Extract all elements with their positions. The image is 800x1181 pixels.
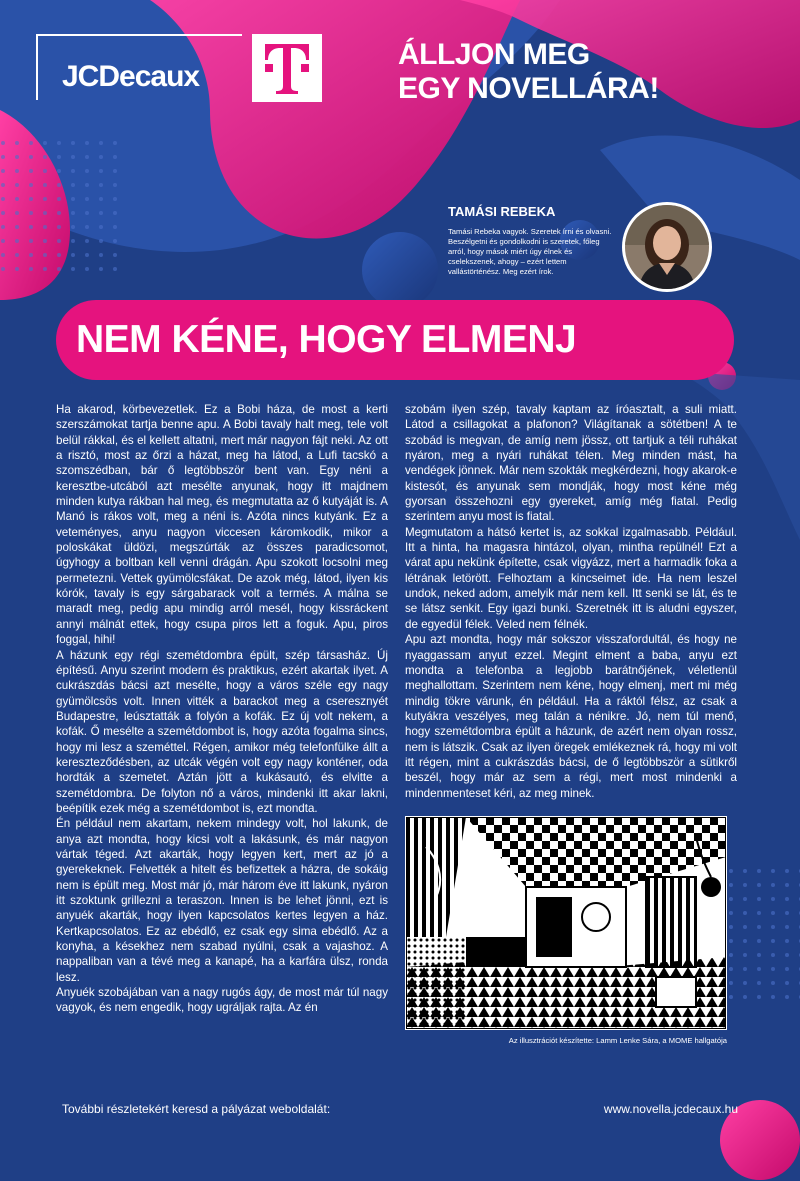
story-paragraph: Megmutatom a hátsó kertet is, az sokkal izgalmasabb. Például. Itt a hinta, ha magasra hintázol, olyan, mintha repülnél! Ezt a várat apu nekünk építette, csak vigyázz, mert a harmadik foka a létrának letörött. Felhoztam a kincseimet ide. Ha nem leszel undok, neked adom, amelyik már nem kell. Itt senki se lát, és te se látsz senkit. Egy igazi bunki. Szeretnék itt is aludni egyszer, de egyedül félek. Veled nem félnék. bbox=[405, 525, 737, 631]
story-paragraph: Apu azt mondta, hogy már sokszor visszafordultál, és hogy ne nyaggassam anyut ezzel. Megint elment a baba, anyu ezt mondta a telefonba a legjobb barátnőjének, véletlenül meghallottam. Szerintem nem kéne, hogy elmenj, mert mi még mindig tökre várunk, én például. Ha a ráktól félsz, az csak a kutyákra veszélyes, meg talán a nénikre. Jó, nem túl menő, hogy szemétdombra épült a házunk, de azért nem olyan rossz, nem is látszik. Csak az ilyen öregek emlékeznek rá, hogy mi volt itt régen, mint a cukrászdás bácsi, de ő legtöbbször a sütikről beszél, hogy már az sem a régi, mert most mindenki a mindenmenteset kéri, az meg minek. bbox=[405, 633, 737, 800]
story-paragraph: szobám ilyen szép, tavaly kaptam az íróasztalt, a suli miatt. Látod a csillagokat a plafonon? Világítanak a sötétben! A te szobád is megvan, de amíg nem jössz, ott tartjuk a téli ruhákat nyáron, meg a nyári ruhákat télen. Meg minden mást, ha vendégek jönnek. Már nem szokták megkérdezni, hogy akarok-e kistesót, és anyunak sem mondják, hogy most kéne még gyorsan összehozni egy gyereket, amíg még fiatal. Pedig szerintem anyu most is fiatal. bbox=[405, 403, 737, 524]
author-bio: Tamási Rebeka vagyok. Szeretek írni és olvasni. Beszélgetni és gondolkodni is szeretek, főleg arról, hogy mások miért úgy élnek és cselekszenek, ahogy – ezért lettem vallástörténész. Meg ezért írok. bbox=[448, 227, 612, 276]
story-right-column bbox=[405, 402, 737, 806]
story-paragraph: Anyuék szobájában van a nagy rugós ágy, de most már túl nagy vagyok, és nem engedik, hogy ugráljak rajta. Az én bbox=[56, 986, 388, 1015]
story-paragraph: Ha akarod, körbevezetlek. Ez a Bobi háza, de most a kerti szerszámokat tartja benne apu. A Bobi tavaly halt meg, tele volt belül rákkal, és el kellett altatni, mert már nagyon fájt neki. Az ott a risztó, most az őrzi a házat, meg ha látod, a Lufi tacskó a szomszédban, bár ő legtöbbször bent van. Egy néni a keresztbe-utcából azt mesélte anyunak, hogy itt majdnem minden kutya rákban hal meg, és megmutatta az ő kutyáját is. A Manó is rákos volt, meg a néni is. Azóta nincs kutyánk. Ez a veteményes, anyu nagyon viccesen káromkodik, mikor a poloskákat üldözi, megszúrták az összes paradicsomot, úgyhogy a boltban kell venni drágán. Apu szokott locsolni meg permetezni. Vettek gyümölcsfákat. De azok még, látod, ilyen kis kórók, tavaly is egy sárgabarack volt a termés. A málna se maradt meg, pedig apu mindig arról mesél, hogy kissráckent annyi málnát ettek, hogy csupa piros lett a foguk. Apu, piros foggal, hihi! bbox=[56, 403, 388, 647]
story-illustration bbox=[405, 816, 727, 1030]
jcdecaux-logo: JCDecaux bbox=[62, 60, 200, 93]
story-paragraph: A házunk egy régi szemétdombra épült, szép társasház. Új építésű. Anyu szerint modern és praktikus, ezért akartak ilyet. A cukrászdás bácsi azt mesélte, hogy a város széle egy nagy gyümölcsös volt. Innen vitték a barackot meg a cseresznyét Budapestre, leúsztatták a folyón a kofák. Ez új volt nekem, a kofák. Ő mesélte a szemétdombot is, hogy azóta fogalma sincs, hogy mi lesz a szeméttel. Régen, amikor még telefonfülke állt a kereszteződésben, az utcák végén volt egy nagy konténer, oda hordták a szemetet. Aztán jött a kukásautó, és elvitte a szemétdombra. De folyton nő a város, mindenki itt akar lakni, beépítik ezek még a szemétdombot is, ezt mondta. bbox=[56, 648, 388, 815]
story-title: NEM KÉNE, HOGY ELMENJ bbox=[76, 318, 577, 361]
campaign-headline bbox=[398, 38, 758, 106]
headline-line-2: EGY NOVELLÁRA! bbox=[398, 72, 659, 105]
headline-line-1: ÁLLJON MEG bbox=[398, 38, 590, 71]
story-left-column bbox=[56, 402, 388, 1040]
illustration-caption: Az illusztrációt készítette: Lamm Lenke Sára, a MOME hallgatója bbox=[508, 1036, 727, 1045]
footer-info-text: További részletekért keresd a pályázat weboldalát: bbox=[62, 1102, 331, 1116]
telekom-t-icon bbox=[252, 34, 322, 102]
author-photo bbox=[622, 202, 712, 292]
footer-website-link[interactable]: www.novella.jcdecaux.hu bbox=[603, 1102, 738, 1116]
author-name: TAMÁSI REBEKA bbox=[448, 204, 556, 219]
story-paragraph: Én például nem akartam, nekem mindegy volt, hol lakunk, de anya azt mondta, hogy kicsi volt a lakásunk, és már nagyon vártak téged. Azt akarták, hogy legyen kert, mert az jó a gyerekeknek. Felvették a hitelt és befizettek a házra, de sokáig nem is épült meg. Most már jó, már három éve itt lakunk, nyáron itt szoktunk grillezni a teraszon. Innen is be lehet jönni, ezt is anyuék akarták, hogy ilyen kapcsolatos kertes legyen a ház. Kertkapcsolatos. Ez az ebédlő, ez csak egy sima ebédlő. Az a konyha, a késekhez nem szabad nyúlni, csak a vajashoz. A nappaliban van a tévé meg a kanapé, ha a karfára ülsz, ronda lesz. bbox=[56, 817, 388, 984]
